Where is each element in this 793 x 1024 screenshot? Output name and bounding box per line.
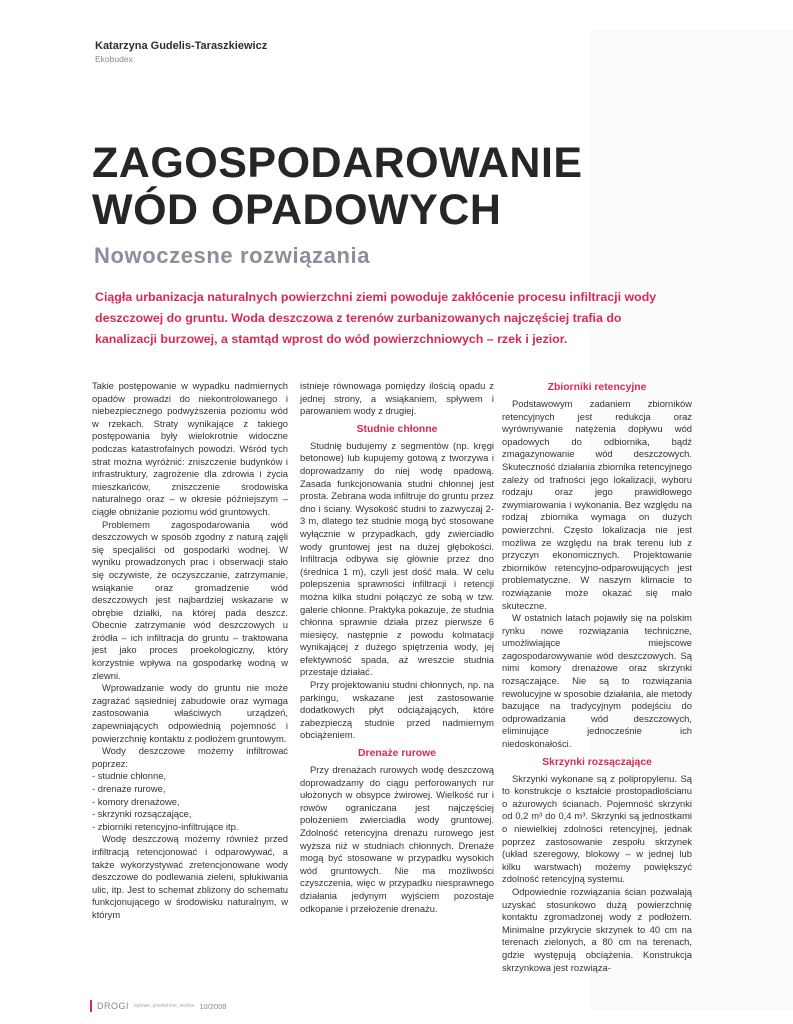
page-footer — [90, 1000, 226, 1012]
article-subtitle: Nowoczesne rozwiązania — [94, 243, 371, 268]
text-column-3 — [502, 380, 692, 974]
paragraph: Wodę deszczową możemy również przed infiltracją retencjonować i odparowywać, a także wykorzystywać zretencjonowane wody deszczowe do podlewania zieleni, spłukiwania ulic, itp. Jest to schemat zbliżony do schematu funkcjonującego w środowisku naturalnym, w którym — [92, 833, 288, 920]
paragraph: Przy projektowaniu studni chłonnych, np. na parkingu, wskazane jest zastosowanie dodatkowych płyt odciążających, które zabezpieczą studnie przed nadmiernym obciążeniem. — [300, 679, 494, 741]
paragraph: Skrzynki wykonane są z polipropylenu. Są to konstrukcje o kształcie prostopadłościanu o ażurowych ścianach. Pojemność skrzynki od 0,2 m³ do 0,4 m³. Skrzynki są jednostkami o niewielkiej zdolności retencyjnej, jednak poprzez zastosowanie zespołu skrzynek (układ szeregowy, blokowy – w jednej lub kilku warstwach) możemy powiększyć zdolność retencyjną systemu. — [502, 772, 692, 885]
list-item: - komory drenażowe, — [92, 795, 180, 807]
footer-magazine-name: DROGI — [97, 1001, 130, 1011]
paragraph: Odpowiednie rozwiązania ścian pozwalają uzyskać stosunkowo dużą powierzchnię kontaktu zgromadzonej wody z podłożem. Minimalne przykrycie skrzynek to 40 cm na terenach zielonych, a 80 cm na terenach, gdzie występują obciążenia. Konstrukcja skrzynkowa jest rozwiąza- — [502, 885, 692, 973]
author-affiliation: Ekobudex — [95, 54, 133, 64]
article-title — [92, 140, 583, 234]
paragraph: Podstawowym zadaniem zbiorników retencyjnych jest redukcja oraz wyrównywanie natężenia dopływu wód opadowych do odbiornika, bądź zmagazynowanie wód deszczowych. Skuteczność działania zbiornika retencyjnego zależy od trafności jego lokalizacji, wyboru rodzaju oraz jego prawidłowego zwymiarowania i wykonania. Bez względu na rodzaj zbiornika wymaga on dużych powierzchni. Często lokalizacja nie jest możliwa ze względu na brak terenu lub z przyczyn ekonomicznych. Projektowanie zbiorników retencyjno-odparowujących jest problematyczne. W naszym klimacie to rozwiązanie może okazać się mało skuteczne. — [502, 398, 692, 611]
section-heading-zbiorniki: Zbiorniki retencyjne — [547, 382, 647, 393]
paragraph: W ostatnich latach pojawiły się na polskim rynku nowe rozwiązania techniczne, umożliwiające miejscowe zagospodarowywanie wód deszczowych. Są nimi komory drenażowe oraz skrzynki rozsączające. Nie są to rozwiązania rewolucyjne w sposobie działania, ale metody bazujące na tradycyjnym podejściu do odprowadzania wód deszczowych, eliminujące jednocześnie ich niedoskonałości. — [502, 612, 692, 750]
paragraph: Wprowadzanie wody do gruntu nie może zagrażać sąsiedniej zabudowie oraz wymaga zastosowania właściwych urządzeń, zapewniających odpowiednią pojemność i powierzchnię kontaktu z podłożem gruntowym. — [92, 682, 288, 744]
list-item: - zbiorniki retencyjno-infiltrujące itp. — [92, 820, 239, 832]
list-item: - studnie chłonne, — [92, 770, 167, 782]
footer-accent-bar — [90, 1000, 92, 1012]
text-column-2 — [300, 380, 494, 915]
list-item: - drenaże rurowe, — [92, 783, 166, 794]
title-line-2: WÓD OPADOWYCH — [92, 186, 502, 234]
lead-paragraph: Ciągła urbanizacja naturalnych powierzchni ziemi powoduje zakłócenie procesu infiltracji wody deszczowej do gruntu. Woda deszczowa z terenów zurbanizowanych najczęściej trafia do kanalizacji burzowej, a stamtąd wprost do wód powierzchniowych – rzek i jezior. — [95, 290, 657, 346]
paragraph: istnieje równowaga pomiędzy ilością opadu z jednej strony, a wsiąkaniem, spływem i parowaniem wody z drugiej. — [300, 380, 494, 417]
section-heading-studnie: Studnie chłonne — [356, 423, 438, 435]
text-column-1 — [92, 380, 288, 922]
footer-magazine-tagline: lądowe, powietrzne, wodne — [134, 1003, 195, 1009]
paragraph: Przy drenażach rurowych wodę deszczową doprowadzamy do ciągu perforowanych rur ułożonych w obsypce żwirowej. Wielkość rur i rowów ograniczana jest najczęściej położeniem zwierciadła wody gruntowej. Zdolność retencyjna drenażu rurowego jest wyższa niż w studniach chłonnych. Drenaże mogą być stosowane w przypadku wysokich wód gruntowych. Nie ma możliwości czyszczenia, więc w przypadku niesprawnego działania jedynym wyjściem pozostaje odkopanie i przełożenie drenażu. — [300, 764, 494, 914]
paragraph: Wody deszczowe możemy infiltrować poprzez: — [92, 745, 288, 769]
paragraph: Studnię budujemy z segmentów (np. kręgi betonowe) lub kupujemy gotową z tworzywa i doprowadzamy do niej wodę opadową. Zasada funkcjonowania studni chłonnej jest prosta. Zebrana woda infiltruje do gruntu przez dno i ściany. Wysokość studni to zazwyczaj 2-3 m, dlatego też studnie mogą być stosowane wyłącznie w przypadkach, gdy zwierciadło wody gruntowej jest na dużej głębokości. Infiltracja odbywa się głównie przez dno (średnica 1 m), czyli jest dość mała. W celu polepszenia sprawności infiltracji i retencji można kilka studni połączyć ze sobą w tzw. galerie chłonne. Praktyka pokazuje, że studnia chłonna sprawnie działa przez pierwsze 6 miesięcy, następnie z powodu kolmatacji wynikającej z dużego spiętrzenia wody, jej efektywność spada, aż wreszcie studnia przestaje działać. — [300, 439, 494, 678]
section-heading-skrzynki: Skrzynki rozsączające — [542, 756, 652, 768]
author-name: Katarzyna Gudelis-Taraszkiewicz — [95, 40, 268, 52]
footer-issue-number: 10/2008 — [199, 1001, 227, 1011]
paragraph: Takie postępowanie w wypadku nadmiernych opadów prowadzi do niekontrolowanego i niebezpiecznego podwyższenia poziomu wód w rzekach. Straty wynikające z takiego postępowania były wielokrotnie widoczne podczas katastrofalnych powodzi. Wśród tych strat można wyróżnić: zniszczenie budynków i infrastruktury, zagrożenie dla zdrowia i życia mieszkańców, zniszczenie środowiska naturalnego oraz – w okresie późniejszym – ciągłe obniżanie poziomu wód gruntowych. — [92, 380, 288, 517]
title-line-1: ZAGOSPODAROWANIE — [92, 139, 583, 187]
section-heading-drenaze: Drenaże rurowe — [358, 748, 436, 760]
list-item: - skrzynki rozsączające, — [92, 808, 192, 820]
infiltration-methods-list — [92, 770, 288, 833]
paragraph: Problemem zagospodarowania wód deszczowych w sposób zgodny z naturą zajęli się specjaliści od gospodarki wodnej. W wyniku prowadzonych prac i obserwacji stało się oczywiste, że oczyszczanie, zatrzymanie, wsiąkanie oraz gromadzenie wód deszczowych jest najbardziej wskazane w obrębie działki, na której pada deszcz. Obecnie zatrzymanie wód deszczowych u źródła – ich infiltracja do gruntu – traktowana jest jako proces proekologiczny, który korzystnie wpływa na gospodarkę wodną w zlewni. — [92, 518, 288, 681]
